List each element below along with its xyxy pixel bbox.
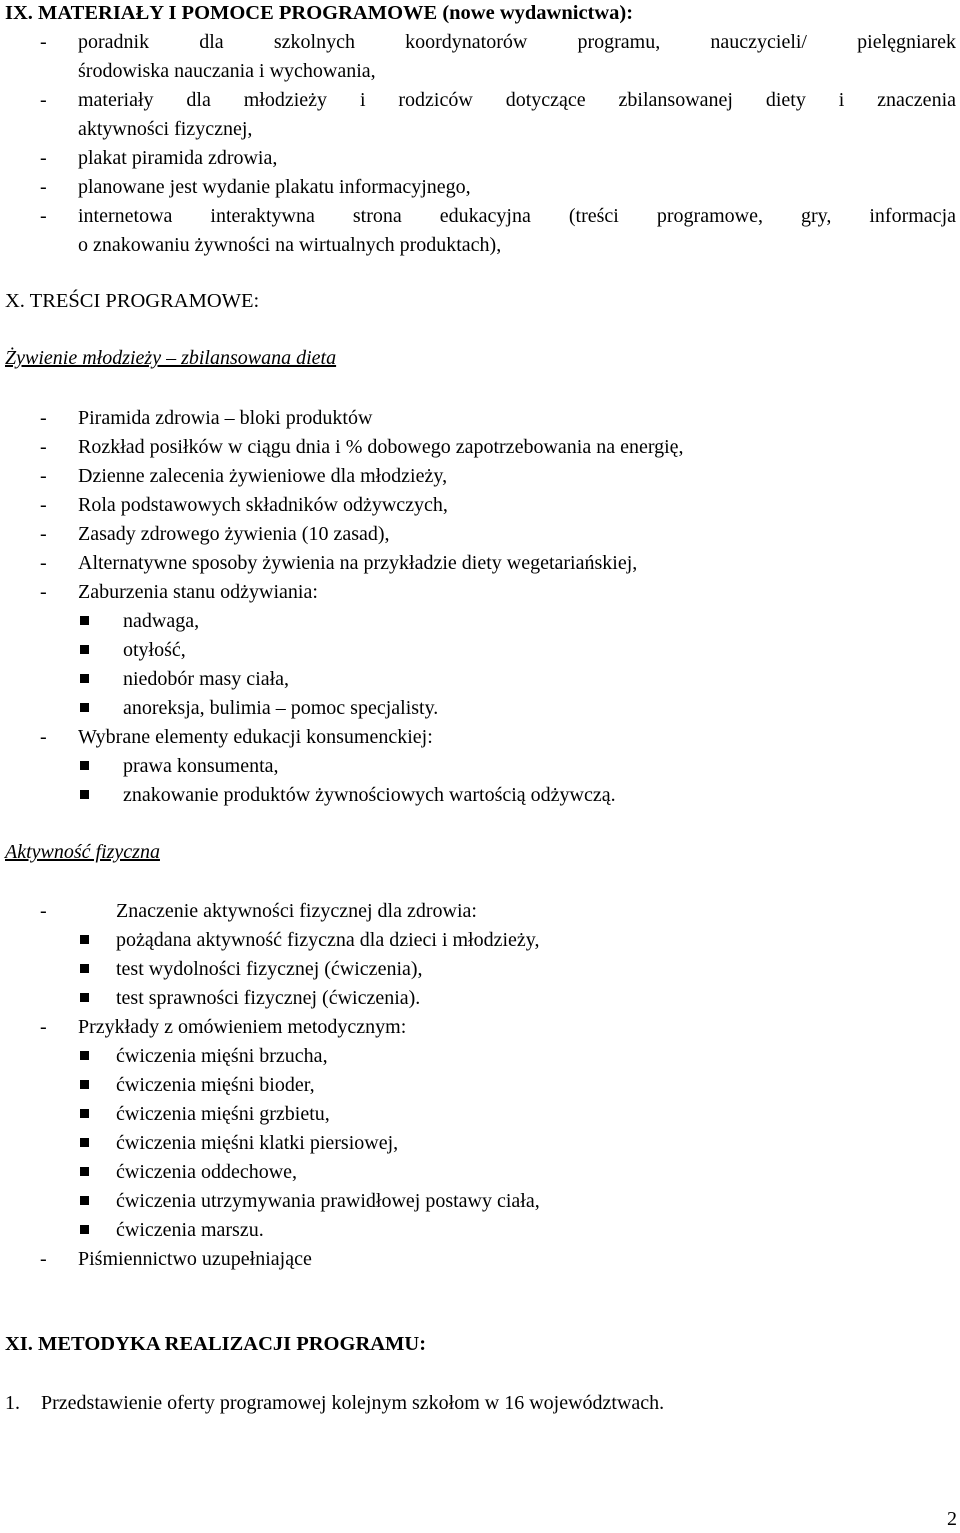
square-bullet-icon — [80, 1225, 89, 1234]
nutrition-subheading: Żywienie młodzieży – zbilansowana dieta — [5, 347, 337, 369]
list-number: 1. — [5, 1392, 20, 1414]
list-item-text: Zasady zdrowego żywienia (10 zasad), — [78, 523, 390, 545]
square-bullet-icon — [80, 964, 89, 973]
list-item-text: Piramida zdrowia – bloki produktów — [78, 407, 373, 429]
sub-list-item-text: nadwaga, — [123, 610, 200, 632]
section-xi-heading: XI. METODYKA REALIZACJI PROGRAMU: — [5, 1333, 427, 1355]
list-item-text: Piśmiennictwo uzupełniające — [78, 1248, 312, 1270]
sub-list-item-text: otyłość, — [123, 639, 186, 661]
square-bullet-icon — [80, 790, 89, 799]
list-dash: - — [40, 205, 47, 227]
sub-list-item-text: anoreksja, bulimia – pomoc specjalisty. — [123, 697, 439, 719]
list-item-text: Dzienne zalecenia żywieniowe dla młodzieży, — [78, 465, 448, 487]
list-dash: - — [40, 176, 47, 198]
list-item-text: Przedstawienie oferty programowej kolejnym szkołom w 16 województwach. — [41, 1392, 665, 1414]
list-item-text: plakat piramida zdrowia, — [78, 147, 278, 169]
sub-list-item-text: ćwiczenia mięśni klatki piersiowej, — [116, 1132, 399, 1154]
sub-list-item-text: ćwiczenia utrzymywania prawidłowej postawy ciała, — [116, 1190, 540, 1212]
section-ix-heading: IX. MATERIAŁY I POMOCE PROGRAMOWE (nowe wydawnictwa): — [5, 2, 634, 24]
list-dash: - — [40, 407, 47, 429]
sub-list-item-text: test wydolności fizycznej (ćwiczenia), — [116, 958, 423, 980]
list-item-text: środowiska nauczania i wychowania, — [78, 60, 376, 82]
list-item-text: Rozkład posiłków w ciągu dnia i % dobowego zapotrzebowania na energię, — [78, 436, 684, 458]
list-item-text: o znakowaniu żywności na wirtualnych produktach), — [78, 234, 502, 256]
activity-subheading: Aktywność fizyczna — [5, 841, 160, 863]
list-item-text: poradnik dla szkolnych koordynatorów programu, nauczycieli/ pielęgniarek — [78, 31, 956, 53]
list-dash: - — [40, 465, 47, 487]
list-dash: - — [40, 726, 47, 748]
sub-list-item-text: ćwiczenia oddechowe, — [116, 1161, 298, 1183]
sub-list-item-text: test sprawności fizycznej (ćwiczenia). — [116, 987, 421, 1009]
sub-list-item-text: pożądana aktywność fizyczna dla dzieci i młodzieży, — [116, 929, 540, 951]
list-dash: - — [40, 31, 47, 53]
square-bullet-icon — [80, 703, 89, 712]
square-bullet-icon — [80, 1167, 89, 1176]
list-item-text: internetowa interaktywna strona edukacyjna (treści programowe, gry, informacja — [78, 205, 956, 227]
square-bullet-icon — [80, 1051, 89, 1060]
square-bullet-icon — [80, 674, 89, 683]
list-dash: - — [40, 523, 47, 545]
list-item-text: Zaburzenia stanu odżywiania: — [78, 581, 318, 603]
list-dash: - — [40, 552, 47, 574]
square-bullet-icon — [80, 761, 89, 770]
sub-list-item-text: ćwiczenia marszu. — [116, 1219, 264, 1241]
list-dash: - — [40, 494, 47, 516]
square-bullet-icon — [80, 935, 89, 944]
square-bullet-icon — [80, 993, 89, 1002]
list-item-text: Przykłady z omówieniem metodycznym: — [78, 1016, 407, 1038]
section-x-heading: X. TREŚCI PROGRAMOWE: — [5, 290, 260, 312]
list-dash: - — [40, 147, 47, 169]
list-item-text: Rola podstawowych składników odżywczych, — [78, 494, 448, 516]
sub-list-item-text: ćwiczenia mięśni brzucha, — [116, 1045, 328, 1067]
square-bullet-icon — [80, 1109, 89, 1118]
list-dash: - — [40, 89, 47, 111]
list-item-text: aktywności fizycznej, — [78, 118, 253, 140]
list-dash: - — [40, 900, 47, 922]
list-item-text: Wybrane elementy edukacji konsumenckiej: — [78, 726, 433, 748]
list-item-text: Alternatywne sposoby żywienia na przykładzie diety wegetariańskiej, — [78, 552, 638, 574]
square-bullet-icon — [80, 645, 89, 654]
list-item-text: Znaczenie aktywności fizycznej dla zdrowia: — [116, 900, 477, 922]
sub-list-item-text: ćwiczenia mięśni bioder, — [116, 1074, 315, 1096]
square-bullet-icon — [80, 1138, 89, 1147]
sub-list-item-text: niedobór masy ciała, — [123, 668, 290, 690]
list-dash: - — [40, 1016, 47, 1038]
list-dash: - — [40, 436, 47, 458]
square-bullet-icon — [80, 1080, 89, 1089]
list-dash: - — [40, 581, 47, 603]
square-bullet-icon — [80, 616, 89, 625]
page-number: 2 — [947, 1508, 957, 1530]
sub-list-item-text: prawa konsumenta, — [123, 755, 279, 777]
sub-list-item-text: ćwiczenia mięśni grzbietu, — [116, 1103, 330, 1125]
sub-list-item-text: znakowanie produktów żywnościowych wartością odżywczą. — [123, 784, 616, 806]
list-item-text: materiały dla młodzieży i rodziców dotyczące zbilansowanej diety i znaczenia — [78, 89, 956, 111]
list-item-text: planowane jest wydanie plakatu informacyjnego, — [78, 176, 471, 198]
list-dash: - — [40, 1248, 47, 1270]
square-bullet-icon — [80, 1196, 89, 1205]
